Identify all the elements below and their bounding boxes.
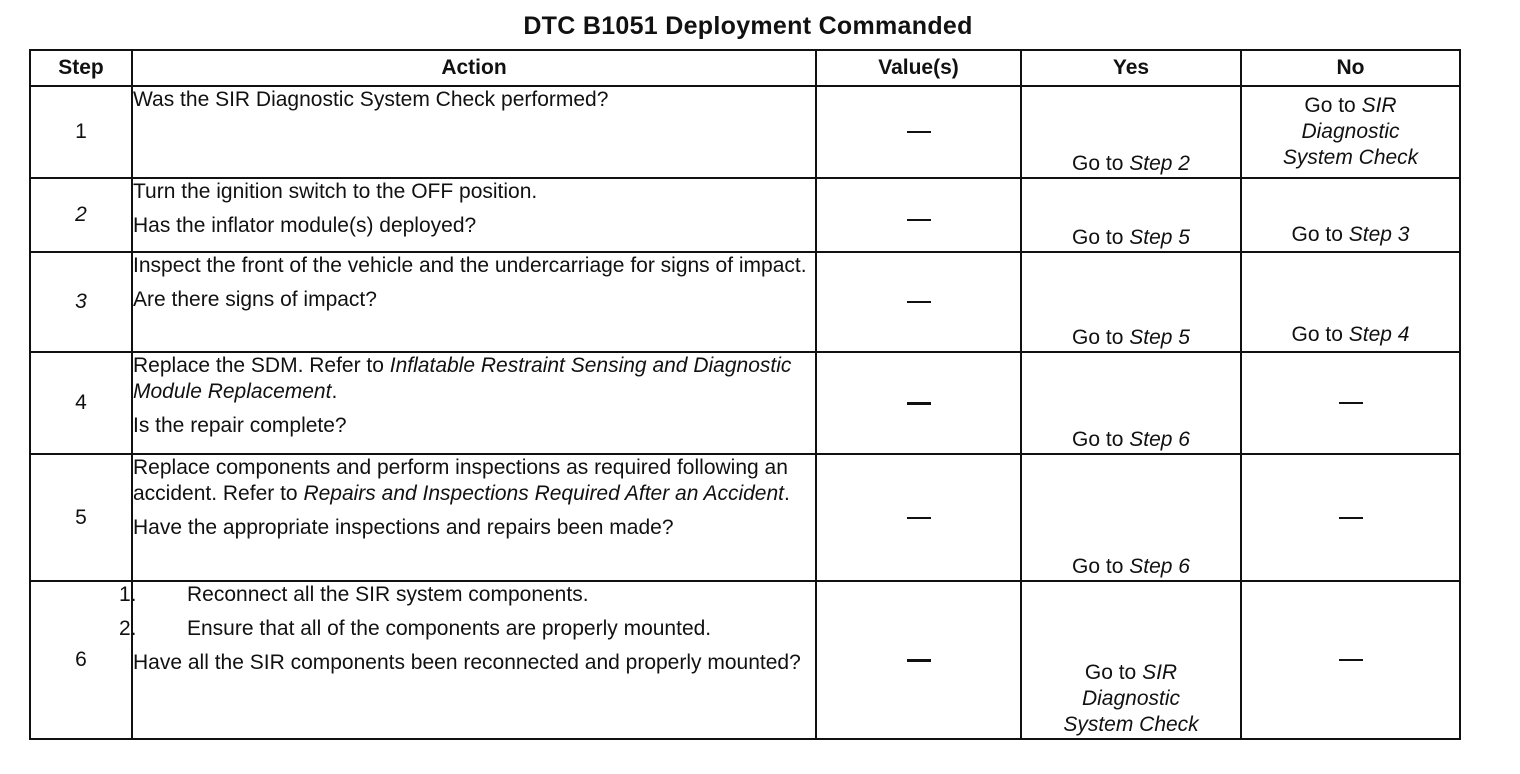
- yes-target-line2: Diagnostic: [1081, 687, 1181, 710]
- no-dash: [1339, 659, 1363, 661]
- no-target: Step 3: [1348, 223, 1410, 246]
- yes-target: Step 5: [1129, 226, 1190, 249]
- value-dash: [907, 402, 931, 405]
- header-no: No: [1241, 50, 1460, 86]
- table-row: [30, 86, 1460, 178]
- value-dash: [907, 301, 931, 303]
- no-target-line3: System Check: [1282, 146, 1419, 169]
- no-target: Step 4: [1348, 323, 1410, 346]
- yes-prefix: Go to: [1072, 152, 1124, 175]
- value-dash: [907, 659, 931, 662]
- substep-number: 2.: [119, 617, 137, 640]
- action-cell: [132, 352, 816, 454]
- yes-cell: [1021, 252, 1241, 352]
- substep-text: Ensure that all of the components are properly mounted.: [187, 617, 712, 640]
- no-prefix: Go to: [1304, 94, 1356, 117]
- substep-number: 1.: [119, 583, 137, 606]
- action-instruction-block: [133, 353, 815, 405]
- value-dash: [907, 219, 931, 221]
- action-reference: Inflatable Restraint Sensing and Diagnostic Module Replacement: [133, 354, 792, 403]
- yes-prefix: Go to: [1084, 661, 1137, 684]
- yes-target: Step 6: [1129, 555, 1190, 578]
- table-row: [30, 581, 1460, 739]
- no-cell: [1241, 86, 1460, 178]
- action-instruction-block: [133, 455, 815, 507]
- action-cell: [132, 252, 816, 352]
- yes-target-line1: SIR: [1142, 661, 1178, 684]
- no-cell: [1241, 581, 1460, 739]
- action-question: Was the SIR Diagnostic System Check performed?: [133, 88, 609, 111]
- yes-prefix: Go to: [1072, 555, 1124, 578]
- action-question: Have the appropriate inspections and repairs been made?: [133, 516, 674, 539]
- diagnostic-table: [29, 49, 1461, 740]
- value-cell: [816, 86, 1021, 178]
- yes-cell: [1021, 454, 1241, 581]
- value-cell: [816, 252, 1021, 352]
- step-number: 3: [30, 252, 132, 352]
- action-instruction: Replace the SDM. Refer to: [133, 354, 384, 377]
- value-cell: [816, 454, 1021, 581]
- substep-item: [119, 582, 815, 608]
- action-cell: [132, 178, 816, 252]
- step-number: 4: [30, 352, 132, 454]
- value-dash: [907, 517, 931, 519]
- value-dash: [907, 131, 931, 133]
- table-row: [30, 178, 1460, 252]
- header-row: [30, 50, 1460, 86]
- table-row: [30, 352, 1460, 454]
- step-number: 5: [30, 454, 132, 581]
- header-yes: Yes: [1021, 50, 1241, 86]
- substep-list: [119, 582, 815, 642]
- yes-prefix: Go to: [1072, 428, 1124, 451]
- page-title: DTC B1051 Deployment Commanded: [523, 12, 973, 40]
- value-cell: [816, 352, 1021, 454]
- yes-cell: [1021, 581, 1241, 739]
- action-question: Have all the SIR components been reconnected and properly mounted?: [133, 651, 801, 674]
- no-dash: [1339, 517, 1363, 519]
- header-values: Value(s): [816, 50, 1021, 86]
- yes-cell: [1021, 178, 1241, 252]
- no-prefix: Go to: [1291, 323, 1343, 346]
- no-cell: [1241, 454, 1460, 581]
- value-cell: [816, 581, 1021, 739]
- no-target-line1: SIR: [1361, 94, 1397, 117]
- action-instruction: Inspect the front of the vehicle and the undercarriage for signs of impact.: [133, 254, 807, 277]
- yes-target: Step 2: [1129, 152, 1190, 175]
- action-question: Is the repair complete?: [133, 414, 347, 437]
- table-row: [30, 454, 1460, 581]
- value-cell: [816, 178, 1021, 252]
- action-instruction: Replace components and perform inspections as required following an accident. Refer to: [133, 456, 788, 505]
- header-step: Step: [30, 50, 132, 86]
- header-action: Action: [132, 50, 816, 86]
- no-prefix: Go to: [1291, 223, 1343, 246]
- no-cell: [1241, 178, 1460, 252]
- no-target-line2: Diagnostic: [1301, 120, 1400, 143]
- action-cell: [132, 86, 816, 178]
- action-suffix: .: [331, 380, 338, 403]
- yes-target: Step 5: [1129, 326, 1190, 349]
- action-reference: Repairs and Inspections Required After an Accident: [303, 482, 784, 505]
- yes-cell: [1021, 352, 1241, 454]
- substep-text: Reconnect all the SIR system components.: [187, 583, 589, 606]
- step-number: 6: [30, 581, 132, 739]
- yes-target: Step 6: [1129, 428, 1190, 451]
- action-instruction: Turn the ignition switch to the OFF position.: [133, 180, 538, 203]
- no-cell: [1241, 252, 1460, 352]
- yes-target-line3: System Check: [1063, 713, 1199, 736]
- no-dash: [1339, 402, 1363, 404]
- yes-cell: [1021, 86, 1241, 178]
- action-suffix: .: [784, 482, 790, 505]
- action-cell: [119, 581, 816, 739]
- no-cell: [1241, 352, 1460, 454]
- yes-prefix: Go to: [1072, 326, 1124, 349]
- action-question: Are there signs of impact?: [133, 288, 377, 311]
- action-question: Has the inflator module(s) deployed?: [133, 214, 477, 237]
- action-cell: [132, 454, 816, 581]
- step-number: 1: [30, 86, 132, 178]
- step-number: 2: [30, 178, 132, 252]
- table-row: [30, 252, 1460, 352]
- substep-item: [119, 616, 815, 642]
- yes-prefix: Go to: [1072, 226, 1124, 249]
